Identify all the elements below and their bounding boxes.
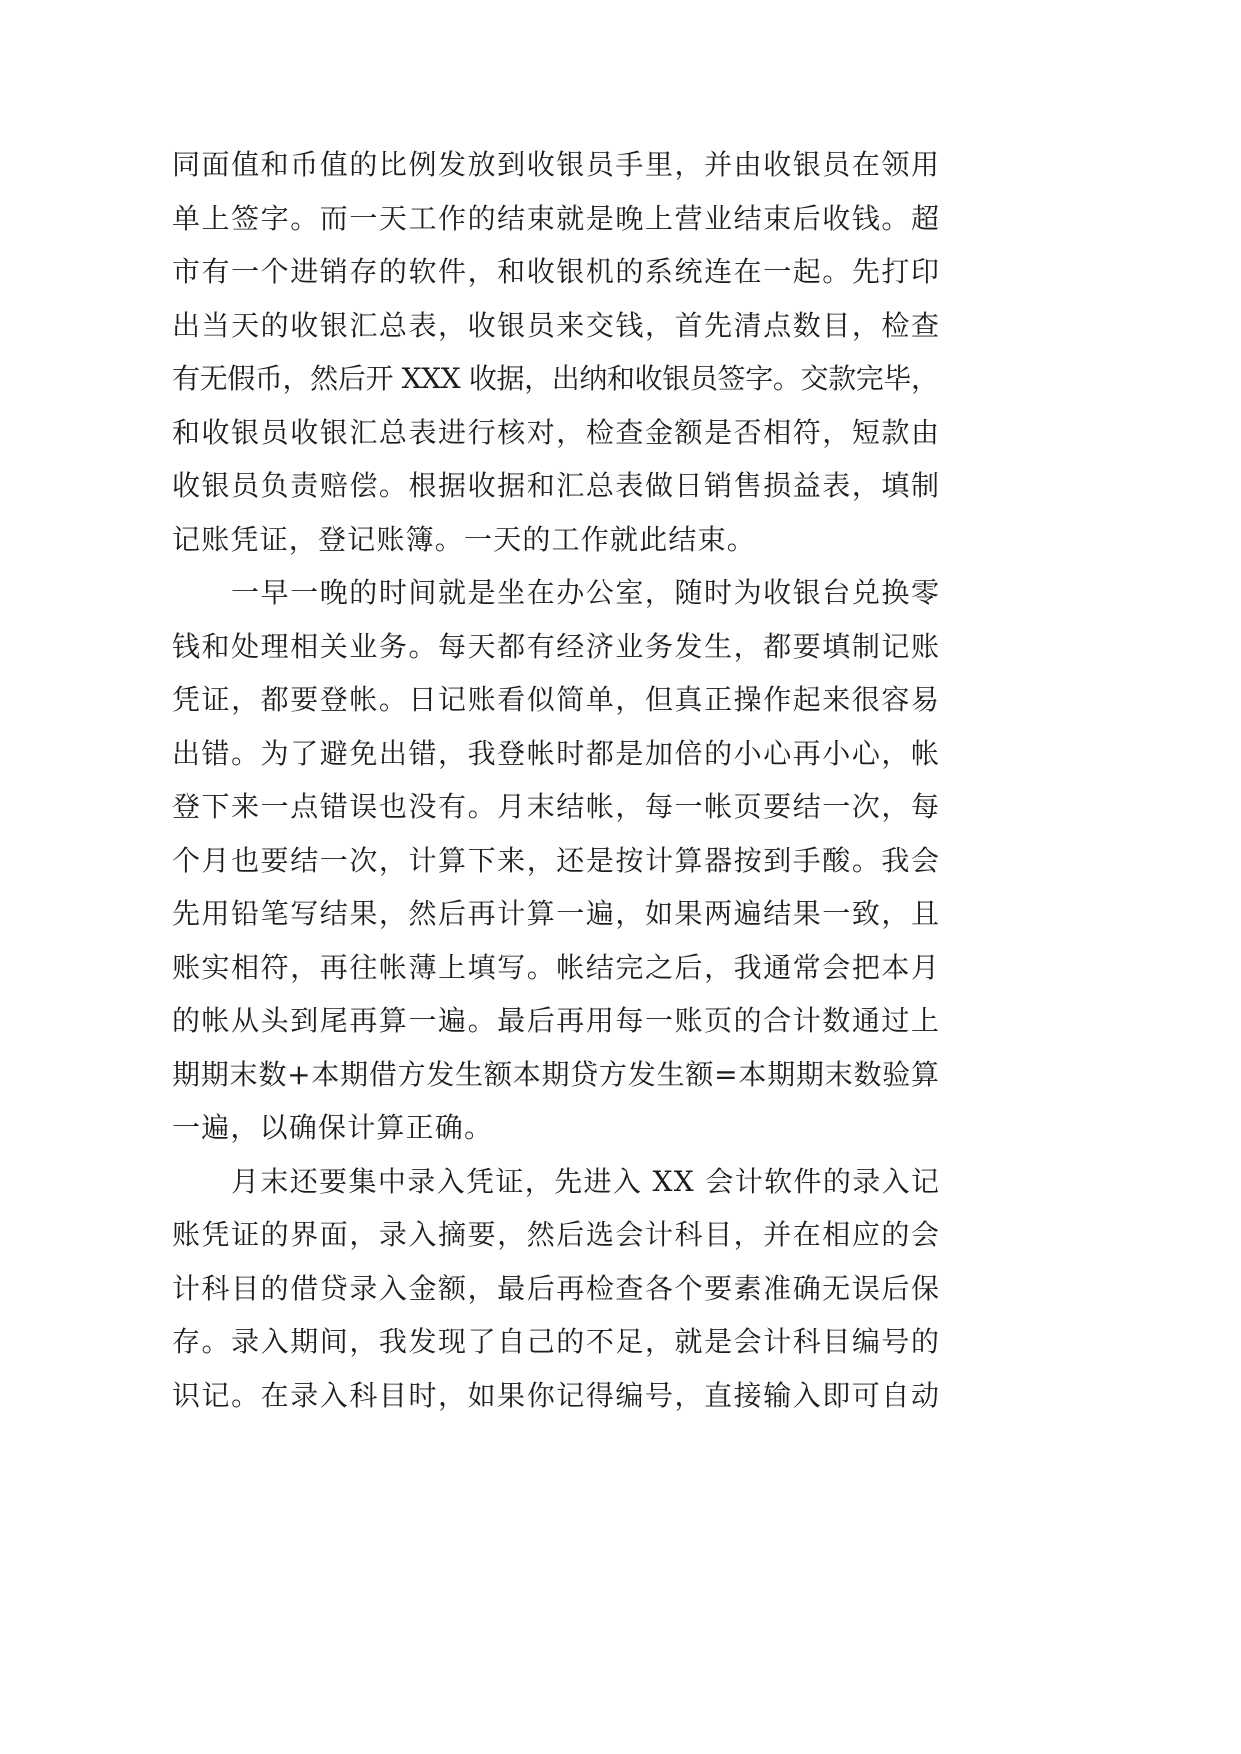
text-line: 市有一个进销存的软件，和收银机的系统连在一起。先打印 — [172, 255, 941, 288]
text-line: 个月也要结一次，计算下来，还是按计算器按到手酸。我会 — [172, 843, 941, 877]
text-line: 先用铅笔写结果，然后再计算一遍，如果两遍结果一致，且 — [172, 897, 941, 930]
text-line: 计科目的借贷录入金额，最后再检查各个要素准确无误后保 — [172, 1271, 941, 1305]
text-line: 月末还要集中录入凭证，先进入 XX 会计软件的录入记 — [231, 1164, 941, 1198]
text-line: 出当天的收银汇总表，收银员来交钱，首先清点数目，检查 — [172, 308, 941, 342]
text-line: 同面值和币值的比例发放到收银员手里，并由收银员在领用 — [172, 148, 941, 181]
text-line: 账凭证的界面，录入摘要，然后选会计科目，并在相应的会 — [172, 1218, 941, 1251]
paragraph-2 — [172, 566, 939, 1155]
text-line: 识记。在录入科目时，如果你记得编号，直接输入即可自动 — [172, 1378, 941, 1412]
text-line: 单上签字。而一天工作的结束就是晚上营业结束后收钱。超 — [172, 201, 941, 235]
body-text — [172, 138, 939, 1422]
text-line: 记账凭证，登记账簿。一天的工作就此结束。 — [172, 522, 757, 556]
paragraph-1 — [172, 138, 939, 566]
text-line: 收银员负责赔偿。根据收据和汇总表做日销售损益表，填制 — [172, 469, 941, 502]
text-line: 钱和处理相关业务。每天都有经济业务发生，都要填制记账 — [172, 629, 941, 663]
text-line: 账实相符，再往帐薄上填写。帐结完之后，我通常会把本月 — [172, 950, 941, 984]
text-line: 出错。为了避免出错，我登帐时都是加倍的小心再小心，帐 — [172, 736, 941, 770]
text-line: 一遍，以确保计算正确。 — [172, 1111, 494, 1144]
text-line: 的帐从头到尾再算一遍。最后再用每一账页的合计数通过上 — [172, 1004, 941, 1037]
text-line: 一早一晚的时间就是坐在办公室，随时为收银台兑换零 — [231, 576, 941, 609]
text-line: 存。录入期间，我发现了自己的不足，就是会计科目编号的 — [172, 1325, 941, 1358]
text-line: 凭证，都要登帐。日记账看似简单，但真正操作起来很容易 — [172, 683, 941, 716]
text-line: 有无假币，然后开 XXX 收据，出纳和收银员签字。交款完毕， — [172, 362, 939, 395]
text-line: 登下来一点错误也没有。月末结帐，每一帐页要结一次，每 — [172, 790, 941, 823]
paragraph-3 — [172, 1155, 939, 1423]
text-line: 期期末数+本期借方发生额本期贷方发生额=本期期末数验算 — [172, 1057, 940, 1091]
text-line: 和收银员收银汇总表进行核对，检查金额是否相符，短款由 — [172, 415, 941, 449]
